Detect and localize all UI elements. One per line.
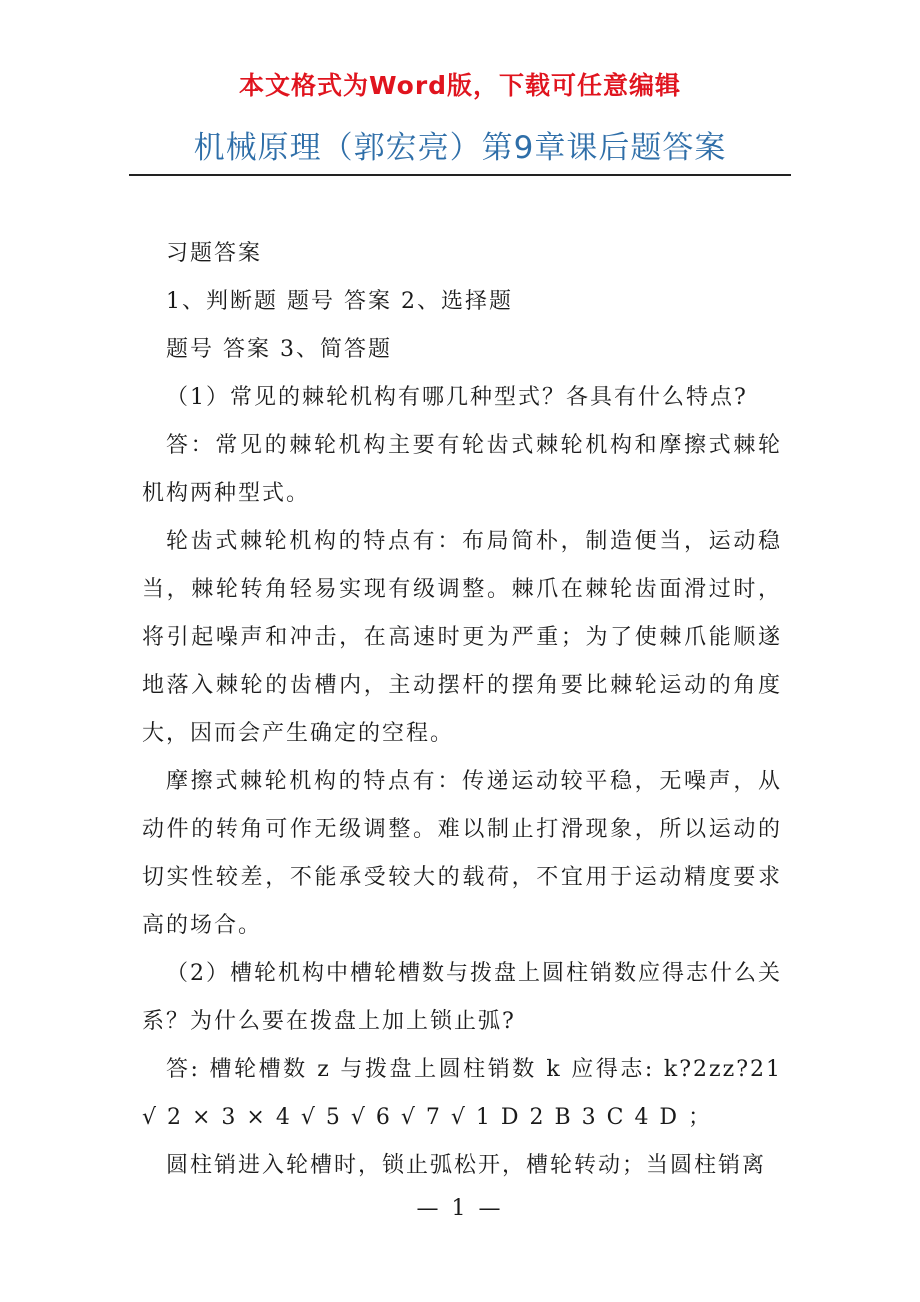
document-title: 机械原理（郭宏亮）第9章课后题答案: [193, 130, 727, 166]
paragraph: 圆柱销进入轮槽时，锁止弧松开，槽轮转动；当圆柱销离: [166, 1153, 767, 1178]
paragraph: 习题答案: [166, 241, 263, 266]
paragraph: 轮齿式棘轮机构的特点有：布局简朴，制造便当，运动稳当，棘轮转角轻易实现有级调整。棘爪在棘轮齿面滑过时，将引起噪声和冲击，在高速时更为严重；为了使棘爪能顺遂地落入棘轮的齿槽内，主动摆杆的摆角要比棘轮运动的角度大，因而会产生确定的空程。: [142, 529, 782, 746]
question-paragraph: （1）常见的棘轮机构有哪几种型式？各具有什么特点?: [166, 385, 748, 410]
paragraph: 摩擦式棘轮机构的特点有：传递运动较平稳，无噪声，从动件的转角可作无级调整。难以制止打滑现象，所以运动的切实性较差，不能承受较大的载荷，不宜用于运动精度要求高的场合。: [142, 769, 782, 938]
answer-paragraph: 答：常见的棘轮机构主要有轮齿式棘轮机构和摩擦式棘轮机构两种型式。: [142, 433, 782, 506]
paragraph: 1、判断题 题号 答案 2、选择题: [166, 289, 513, 314]
title-divider: [129, 174, 791, 176]
format-notice-banner: 本文格式为Word版，下载可任意编辑: [238, 71, 682, 100]
document-body: [142, 230, 782, 1190]
question-paragraph: （2）槽轮机构中槽轮槽数与拨盘上圆柱销数应得志什么关系？为什么要在拨盘上加上锁止弧?: [142, 961, 782, 1034]
paragraph: 题号 答案 3、简答题: [166, 337, 392, 362]
answer-paragraph: 答: 槽轮槽数 z 与拨盘上圆柱销数 k 应得志: k?2zz?21 √ 2 × 3 × 4 √ 5 √ 6 √ 7 √ 1 D 2 B 3 C 4 D ；: [142, 1057, 782, 1130]
page-number: — 1 —: [416, 1196, 504, 1221]
